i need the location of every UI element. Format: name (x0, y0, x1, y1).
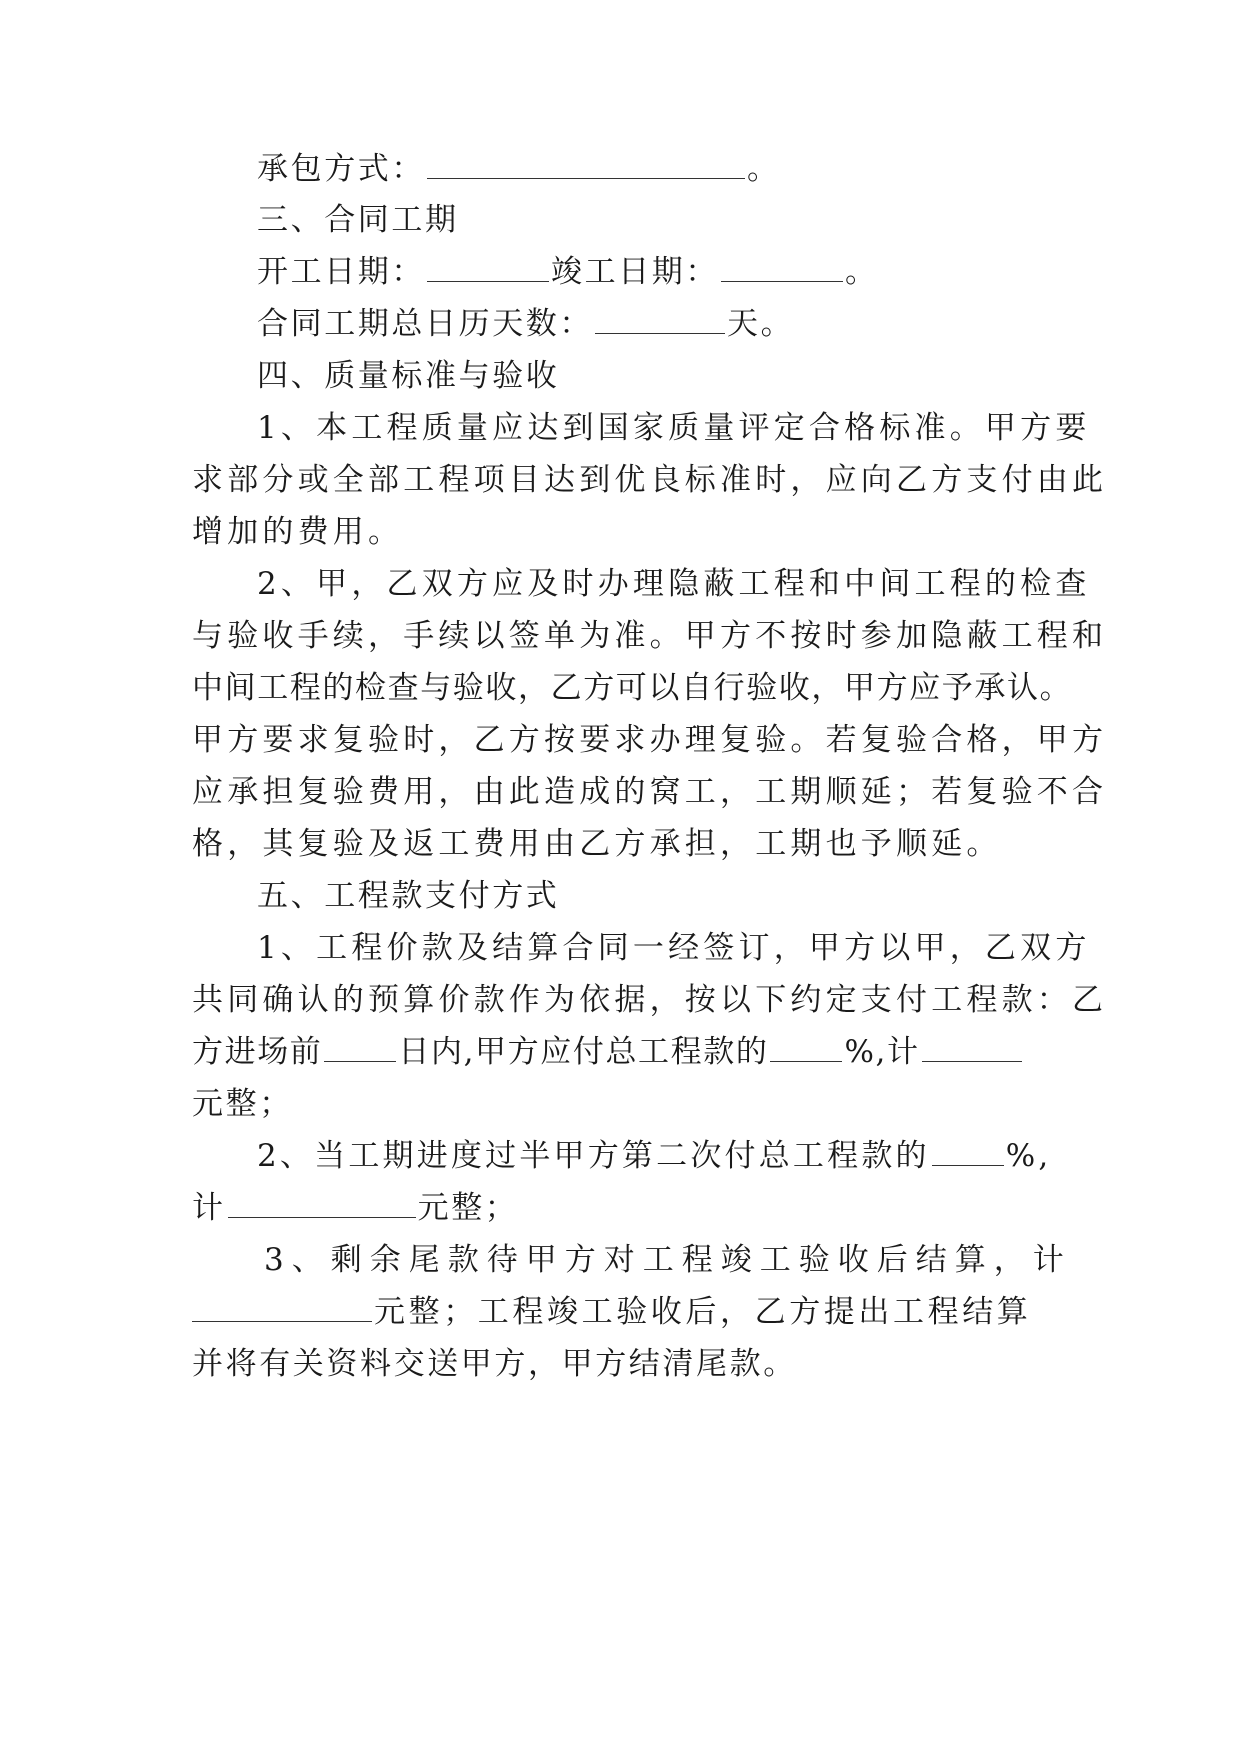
contract-method-end: 。 (747, 151, 781, 187)
second-payment-percent-end: %, (1005, 1138, 1052, 1174)
entry-label: 方进场前 (192, 1034, 323, 1070)
payment-clause-1-line-4: 元整； (192, 1086, 293, 1122)
quality-clause-2-line-3: 中间工程的检查与验收，乙方可以自行验收，甲方应予承认。 (192, 670, 1073, 706)
section-heading-4: 四、质量标准与验收 (257, 358, 560, 394)
start-date-blank[interactable] (427, 251, 549, 282)
payment-clause-1-line-1: 1、工程价款及结算合同一经签订，甲方以甲，乙双方 (257, 930, 1091, 966)
contract-method-blank[interactable] (427, 148, 745, 179)
total-days-label: 合同工期总日历天数： (257, 306, 593, 342)
section-heading-3: 三、合同工期 (257, 202, 459, 238)
quality-clause-2-line-5: 应承担复验费用，由此造成的窝工，工期顺延；若复验不合 (192, 774, 1108, 810)
start-date-label: 开工日期： (257, 254, 425, 290)
first-payment-percent-blank[interactable] (770, 1031, 842, 1062)
second-payment-amount-label: 计 (192, 1190, 226, 1226)
payment-clause-2-line-1 (257, 1134, 1052, 1178)
section-heading-5: 五、工程款支付方式 (257, 878, 560, 914)
entry-days-blank[interactable] (324, 1031, 396, 1062)
contract-method-line (257, 147, 1052, 191)
quality-clause-2-line-4: 甲方要求复验时，乙方按要求办理复验。若复验合格，甲方 (192, 722, 1108, 758)
total-days-unit: 天。 (727, 306, 795, 342)
first-payment-label: 日内,甲方应付总工程款的 (398, 1034, 769, 1070)
second-payment-amount-end: 元整； (417, 1190, 519, 1226)
quality-clause-1-line-3: 增加的费用。 (192, 514, 404, 550)
quality-clause-2-line-6: 格，其复验及返工费用由乙方承担，工期也予顺延。 (192, 826, 1002, 862)
end-date-blank[interactable] (721, 251, 843, 282)
payment-clause-3-line-3: 并将有关资料交送甲方，甲方结清尾款。 (192, 1346, 797, 1382)
final-payment-amount-blank[interactable] (192, 1291, 372, 1322)
quality-clause-1-line-1: 1、本工程质量应达到国家质量评定合格标准。甲方要 (257, 410, 1091, 446)
quality-clause-2-line-1: 2、甲，乙双方应及时办理隐蔽工程和中间工程的检查 (257, 566, 1091, 602)
contract-method-label: 承包方式： (257, 151, 425, 187)
total-days-line (257, 302, 1052, 346)
end-date-label: 竣工日期： (551, 254, 719, 290)
payment-clause-1-line-3 (192, 1030, 1052, 1074)
end-date-end: 。 (845, 254, 879, 290)
start-end-date-line (257, 250, 1052, 294)
payment-clause-3-line-1: 3、剩余尾款待甲方对工程竣工验收后结算，计 (264, 1242, 1072, 1278)
first-payment-amount-blank[interactable] (922, 1031, 1022, 1062)
payment-clause-1-line-2: 共同确认的预算价款作为依据，按以下约定支付工程款：乙 (192, 982, 1108, 1018)
final-payment-text: 元整；工程竣工验收后，乙方提出工程结算 (374, 1294, 1032, 1330)
quality-clause-2-line-2: 与验收手续，手续以签单为准。甲方不按时参加隐蔽工程和 (192, 618, 1108, 654)
first-payment-amount-label: %,计 (844, 1034, 920, 1070)
second-payment-amount-blank[interactable] (228, 1187, 416, 1218)
second-payment-percent-blank[interactable] (932, 1135, 1004, 1166)
quality-clause-1-line-2: 求部分或全部工程项目达到优良标准时，应向乙方支付由此 (192, 462, 1108, 498)
payment-clause-3-line-2 (192, 1290, 1052, 1334)
payment-clause-2-line-2 (192, 1186, 1052, 1230)
second-payment-label: 2、当工期进度过半甲方第二次付总工程款的 (257, 1138, 930, 1174)
total-days-blank[interactable] (595, 303, 725, 334)
